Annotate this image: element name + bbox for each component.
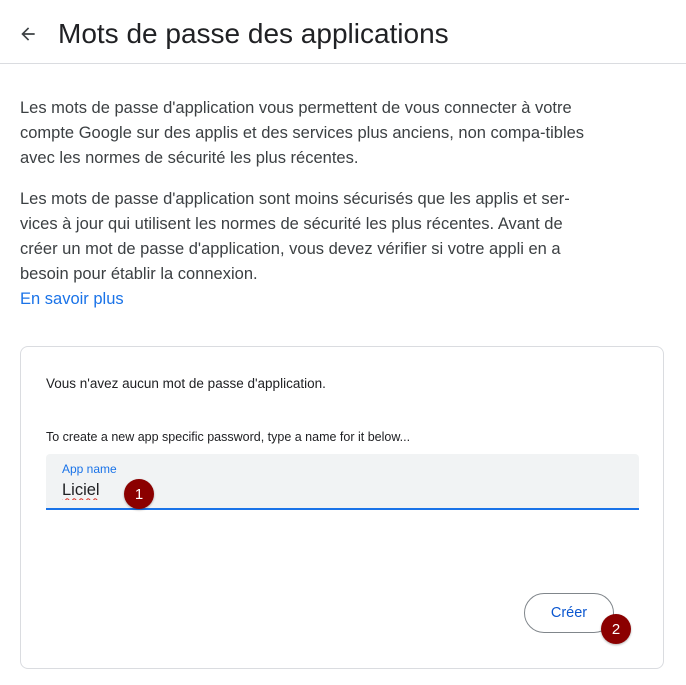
step-marker-2: 2 — [601, 614, 631, 644]
app-password-card — [20, 346, 664, 669]
intro-paragraph-1: Les mots de passe d'application vous permettent de vous connecter à votre compte Google sur des applis et des services plus anciens, non compa-tibles avec les normes de sécurité les plus récentes. — [20, 99, 585, 167]
instruction-text: To create a new app specific password, type a name for it below... — [46, 430, 411, 444]
back-button[interactable] — [14, 20, 42, 48]
page-header — [0, 0, 686, 64]
step-marker-1: 1 — [124, 479, 154, 509]
empty-state-message: Vous n'avez aucun mot de passe d'application. — [46, 376, 326, 391]
page-title: Mots de passe des applications — [58, 18, 449, 49]
app-name-label: App name — [62, 462, 117, 476]
learn-more-link[interactable]: En savoir plus — [20, 290, 124, 308]
intro-paragraph-2: Les mots de passe d'application sont moins sécurisés que les applis et ser-vices à jour qui utilisent les normes de sécurité les plus récentes. Avant de créer un mot de passe d'application, vous devez vérifier si votre appli en a besoin pour établir la connexion. — [20, 190, 570, 283]
arrow-back-icon — [18, 24, 38, 44]
create-button[interactable]: Créer — [524, 593, 614, 633]
